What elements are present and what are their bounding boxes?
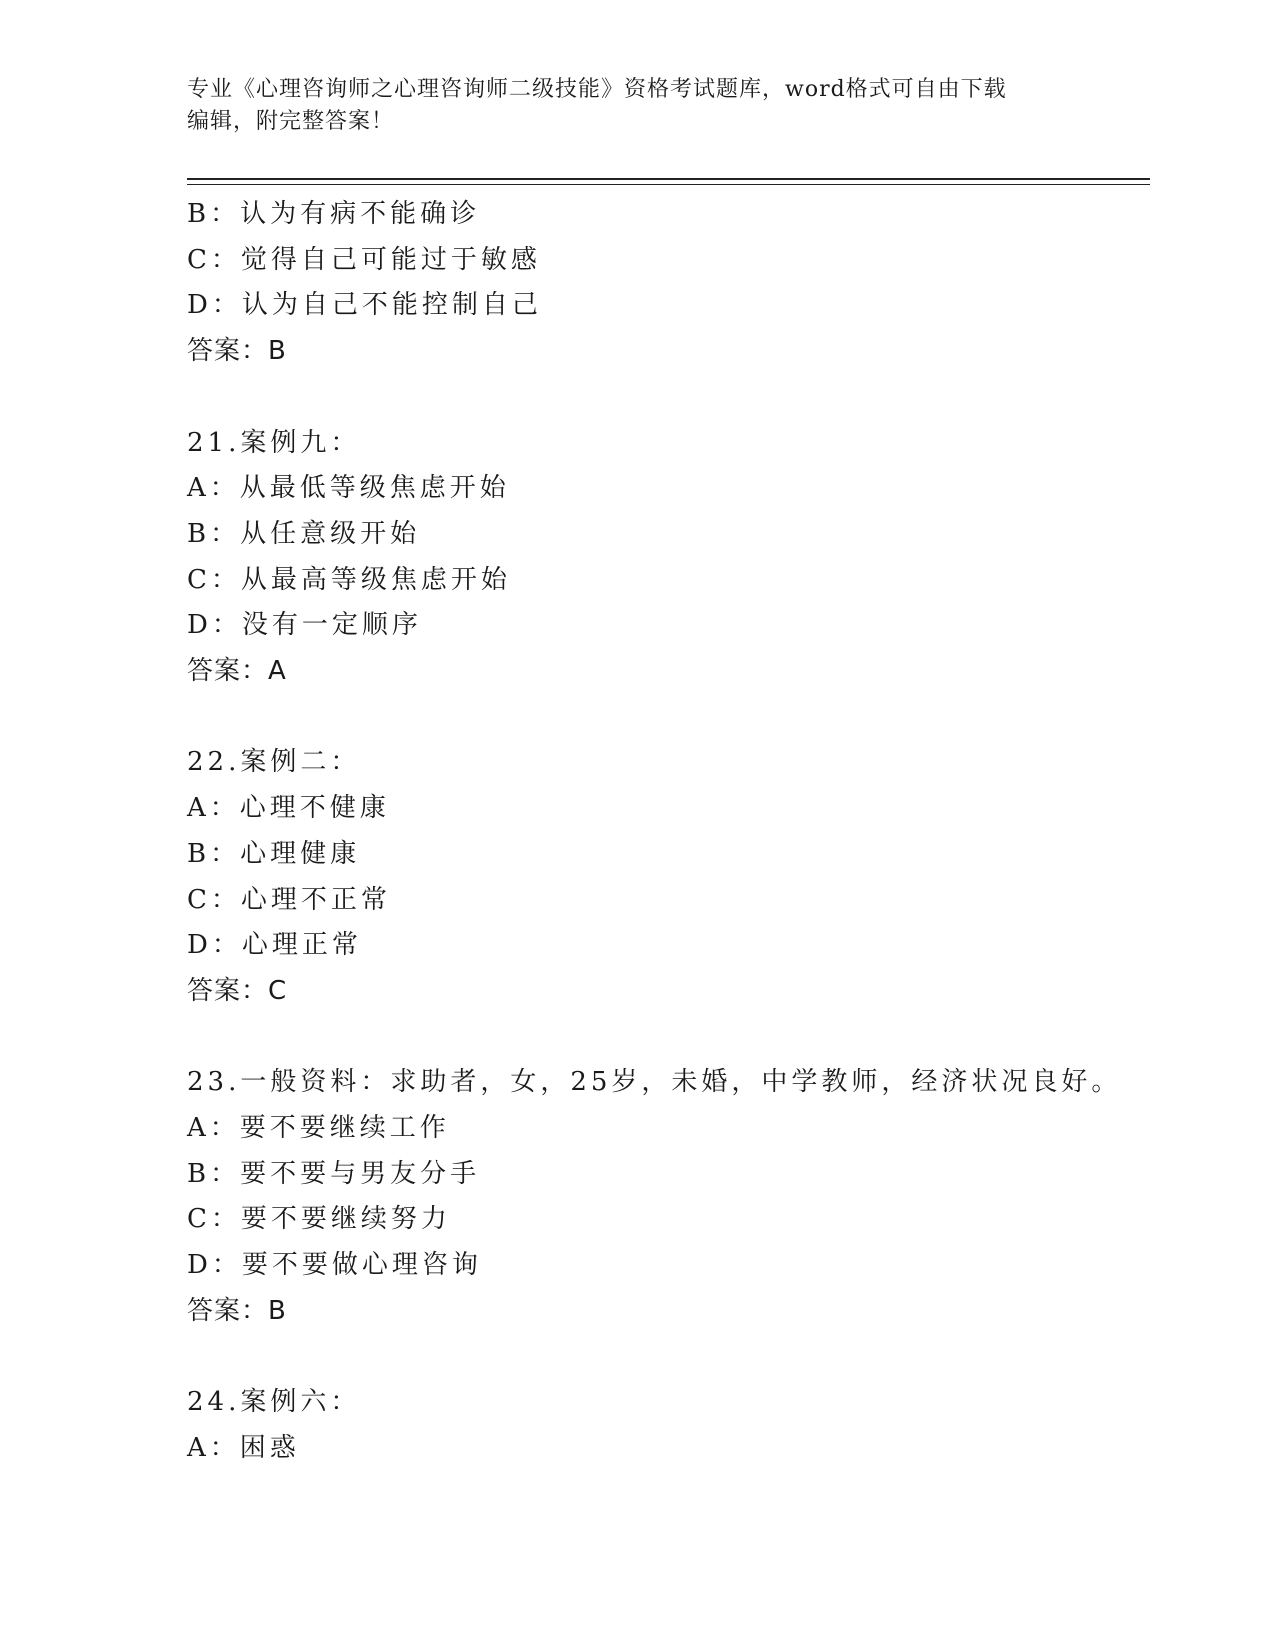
- spacer: [187, 695, 1150, 741]
- option-b: B：要不要与男友分手: [187, 1158, 481, 1189]
- header-rule-thick: [187, 178, 1150, 180]
- option-c: C：觉得自己可能过于敏感: [187, 244, 541, 275]
- answer-line: 答案：B: [187, 336, 287, 367]
- question-text: 24.案例六：: [187, 1387, 361, 1418]
- question-block: [187, 1380, 1150, 1471]
- option-d: D：要不要做心理咨询: [187, 1250, 482, 1281]
- option-c: C：心理不正常: [187, 884, 391, 915]
- question-block: [187, 421, 1150, 695]
- question-text: 21.案例九：: [187, 427, 361, 458]
- header-rule-thin: [187, 184, 1150, 185]
- answer-line: 答案：A: [187, 656, 287, 687]
- option-a: A：心理不健康: [187, 793, 390, 824]
- option-b: B：心理健康: [187, 838, 361, 869]
- option-b: B：从任意级开始: [187, 518, 421, 549]
- spacer: [187, 1015, 1150, 1061]
- question-text: 22.案例二：: [187, 747, 361, 778]
- question-text: 23.一般资料：求助者，女，25岁，未婚，中学教师，经济状况良好。: [187, 1067, 1122, 1098]
- answer-line: 答案：C: [187, 975, 288, 1006]
- header-line-2: 编辑，附完整答案！: [187, 109, 395, 134]
- document-header: [187, 74, 1087, 138]
- answer-line: 答案：B: [187, 1295, 287, 1326]
- option-d: D：认为自己不能控制自己: [187, 290, 542, 321]
- option-d: D：心理正常: [187, 930, 362, 961]
- question-list: [187, 192, 1150, 1472]
- question-block: [187, 740, 1150, 1014]
- option-a: A：要不要继续工作: [187, 1113, 450, 1144]
- option-c: C：从最高等级焦虑开始: [187, 564, 511, 595]
- option-a: A：困惑: [187, 1432, 300, 1463]
- header-line-1: 专业《心理咨询师之心理咨询师二级技能》资格考试题库，word格式可自由下载: [187, 77, 1007, 102]
- option-c: C：要不要继续努力: [187, 1204, 451, 1235]
- option-a: A：从最低等级焦虑开始: [187, 473, 510, 504]
- question-block: [187, 1060, 1150, 1334]
- option-b: B：认为有病不能确诊: [187, 199, 481, 229]
- spacer: [187, 1335, 1150, 1381]
- option-d: D：没有一定顺序: [187, 610, 422, 641]
- question-block: [187, 192, 1150, 375]
- spacer: [187, 375, 1150, 421]
